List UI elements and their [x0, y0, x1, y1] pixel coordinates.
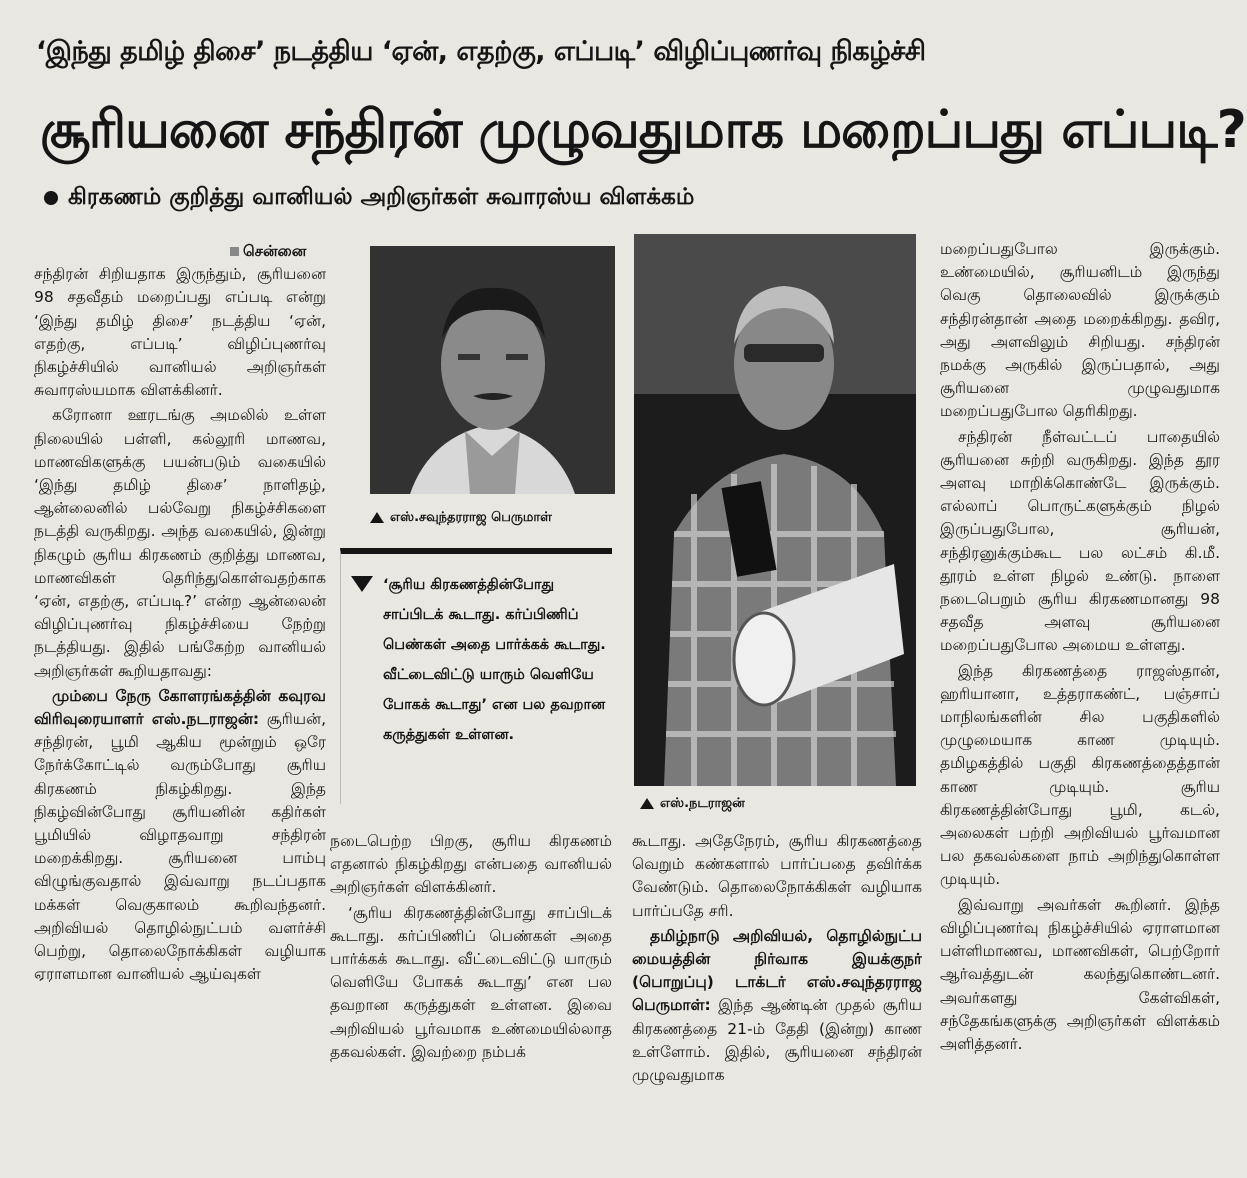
- article-column-4: [940, 238, 1220, 1170]
- paragraph: சந்திரன் சிறியதாக இருந்தும், சூரியனை 98 சதவீதம் மறைப்பது எப்படி என்று ‘இந்து தமிழ் திசை’ நடத்திய ‘ஏன், எதற்கு, எப்படி’ விழிப்புணர்வு நிகழ்ச்சியில் வானியல் அறிஞர்கள் சுவாரஸ்யமாக விளக்கினர்.: [34, 265, 326, 400]
- speaker-name: தமிழ்நாடு அறிவியல், தொழில்நுட்ப மையத்தின் நிர்வாக இயக்குநர் (பொறுப்பு) டாக்டர் எஸ்.சவுந்தரராஜ பெருமாள்:: [632, 926, 922, 1015]
- main-headline: சூரியனை சந்திரன் முழுவதுமாக மறைப்பது எப்படி?: [40, 100, 1246, 160]
- pull-quote-box: [340, 548, 612, 804]
- photo-soundararaja-perumal: [370, 246, 615, 494]
- paragraph: கூடாது. அதேநேரம், சூரிய கிரகணத்தை வெறும் கண்களால் பார்ப்பதை தவிர்க்க வேண்டும். தொலைநோக்கிகள் வழியாக பார்ப்பதே சரி.: [632, 832, 922, 920]
- pull-quote-text: ‘சூரிய கிரகணத்தின்போது சாப்பிடக் கூடாது. கர்ப்பிணிப் பெண்கள் அதை பார்க்கக் கூடாது. வீட்டைவிட்டு யாரும் வெளியே போகக் கூடாது’ என பல தவறான கருத்துகள் உள்ளன.: [383, 577, 606, 743]
- paragraph: மும்பை நேரு கோளரங்கத்தின் கவுரவ விரிவுரையாளர் எஸ்.நடராஜன்: சூரியன், சந்திரன், பூமி ஆகிய மூன்றும் ஒரே நேர்க்கோட்டில் வரும்போது சூரிய கிரகணம் நிகழ்கிறது. இந்த நிகழ்வின்போது சூரியனின் கதிர்கள் பூமியில் விழாதவாறு சந்திரன் மறைக்கிறது. சூரியனை பாம்பு விழுங்குவதால் இவ்வாறு நடப்பதாக மக்கள் வெகுகாலம் கூறிவந்தனர். அறிவியல் தொழில்நுட்பம் வளர்ச்சி பெற்று, தொலைநோக்கிகள் வழியாக ஏராளமான வானியல் ஆய்வுகள்: [34, 686, 326, 984]
- photo2-caption: எஸ்.நடராஜன்: [640, 796, 745, 812]
- dateline-square-icon: [230, 247, 239, 256]
- down-triangle-icon: [351, 576, 373, 592]
- caption-triangle-icon: [370, 512, 384, 523]
- paragraph: கரோனா ஊரடங்கு அமலில் உள்ள நிலையில் பள்ளி, கல்லூரி மாணவ, மாணவிகளுக்கு பயன்படும் வகையில் ‘இந்து தமிழ் திசை’ நாளிதழ், ஆன்லைனில் பல்வேறு நிகழ்ச்சிகளை நடத்தி வருகிறது. அந்த வகையில், இன்று நிகழும் சூரிய கிரகணம் குறித்து மாணவ, மாணவிகள் தெரிந்துகொள்வதற்காக ‘ஏன், எதற்கு, எப்படி?’ என்ற ஆன்லைன் விழிப்புணர்வு நிகழ்ச்சியை நேற்று நடத்தியது. இதில் பங்கேற்ற வானியல் அறிஞர்கள் கூறியதாவது:: [34, 406, 326, 680]
- paragraph: மறைப்பதுபோல இருக்கும். உண்மையில், சூரியனிடம் இருந்து வெகு தொலைவில் இருக்கும் சந்திரன்தான் அதை மறைக்கிறது. தவிர, அது அளவிலும் சிறியது. சந்திரன் நமக்கு அருகில் இருப்பதால், அது சூரியனை முழுவதுமாக மறைப்பதுபோல தெரிகிறது.: [940, 240, 1220, 421]
- paragraph: தமிழ்நாடு அறிவியல், தொழில்நுட்ப மையத்தின் நிர்வாக இயக்குநர் (பொறுப்பு) டாக்டர் எஸ்.சவுந்தரராஜ பெருமாள்: இந்த ஆண்டின் முதல் சூரிய கிரகணத்தை 21-ம் தேதி (இன்று) காண உள்ளோம். இதில், சூரியனை சந்திரன் முழுவதுமாக: [632, 926, 922, 1085]
- article-column-3: [632, 830, 922, 1170]
- caption-triangle-icon: [640, 798, 654, 809]
- photo-natarajan: [634, 234, 916, 786]
- kicker-headline: ‘இந்து தமிழ் திசை’ நடத்திய ‘ஏன், எதற்கு, எப்படி’ விழிப்புணர்வு நிகழ்ச்சி: [36, 36, 926, 67]
- dateline: சென்னை: [34, 240, 326, 263]
- paragraph: சந்திரன் நீள்வட்டப் பாதையில் சூரியனை சுற்றி வருகிறது. இந்த தூர அளவு மாறிக்கொண்டே இருக்கும். எல்லாப் பொருட்களுக்கும் நிழல் இருப்பதுபோல, சூரியன், சந்திரனுக்கும்கூட பல லட்சம் கி.மீ. தூரம் உள்ள நிழல் உண்டு. நாளை நடைபெறும் சூரிய கிரகணமானது 98 சதவீத அளவு சூரியனை மறைப்பதுபோல அமைய உள்ளது.: [940, 427, 1220, 655]
- sub-headline-text: கிரகணம் குறித்து வானியல் அறிஞர்கள் சுவாரஸ்ய விளக்கம்: [68, 184, 695, 210]
- photo1-caption: எஸ்.சவுந்தரராஜ பெருமாள்: [370, 510, 552, 526]
- telescope-photo-image: [634, 234, 916, 786]
- paragraph: இந்த கிரகணத்தை ராஜஸ்தான், ஹரியானா, உத்தராகண்ட், பஞ்சாப் மாநிலங்களின் சில பகுதிகளில் முழுமையாக காண முடியும். தமிழகத்தில் பகுதி கிரகணத்தைத்தான் காண முடியும். சூரிய கிரகணத்தின்போது பூமி, கடல், அலைகள் பற்றி அறிவியல் பூர்வமான பல தகவல்களை நாம் அறிந்துகொள்ள முடியும்.: [940, 661, 1220, 889]
- article-column-1: [34, 240, 326, 1170]
- bullet-icon: [44, 191, 58, 205]
- sub-headline: [44, 184, 1044, 220]
- article-column-2: [330, 830, 612, 1170]
- portrait-image: [370, 246, 615, 494]
- paragraph: நடைபெற்ற பிறகு, சூரிய கிரகணம் எதனால் நிகழ்கிறது என்பதை வானியல் அறிஞர்கள் விளக்கினர்.: [330, 832, 612, 897]
- speaker-name: மும்பை நேரு கோளரங்கத்தின் கவுரவ விரிவுரையாளர் எஸ்.நடராஜன்:: [34, 686, 326, 729]
- paragraph: இவ்வாறு அவர்கள் கூறினர். இந்த விழிப்புணர்வு நிகழ்ச்சியில் ஏராளமான பள்ளிமாணவ, மாணவிகள், பெற்றோர் ஆர்வத்துடன் கலந்துகொண்டனர். அவர்களது கேள்விகள், சந்தேகங்களுக்கு அறிஞர்கள் விளக்கம் அளித்தனர்.: [940, 895, 1220, 1053]
- paragraph: ‘சூரிய கிரகணத்தின்போது சாப்பிடக் கூடாது. கர்ப்பிணிப் பெண்கள் அதை பார்க்கக் கூடாது. வீட்டைவிட்டு யாரும் வெளியே போகக் கூடாது’ என பல தவறான கருத்துகள் உள்ளன. இவை அறிவியல் பூர்வமாக உண்மையில்லாத தகவல்கள். இவற்றை நம்பக்: [330, 903, 612, 1061]
